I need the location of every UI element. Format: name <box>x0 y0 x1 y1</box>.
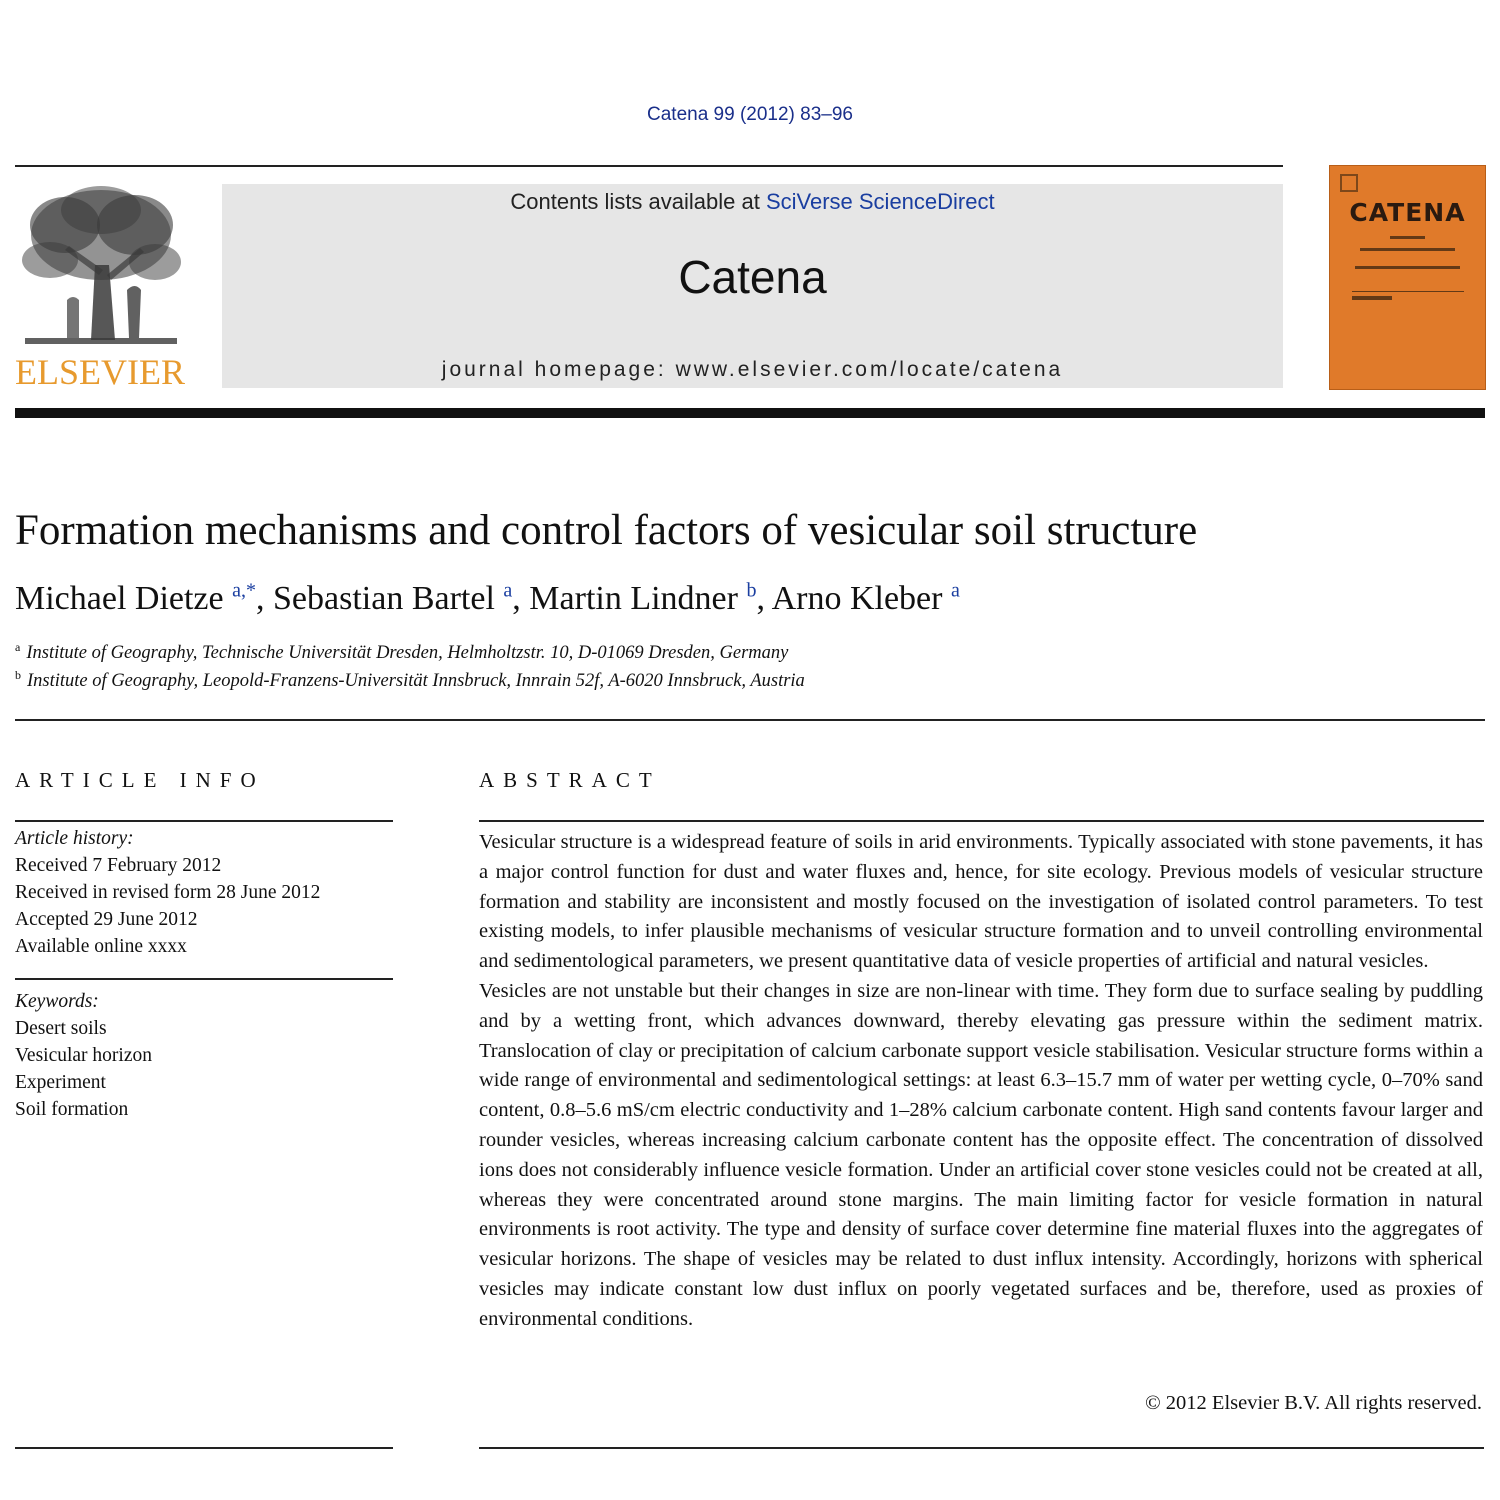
keywords-block <box>15 988 395 1123</box>
keyword-item[interactable]: Soil formation <box>15 1099 129 1120</box>
keyword-item[interactable]: Desert soils <box>15 1018 107 1039</box>
abstract-body <box>479 828 1483 1335</box>
author-affiliation-mark[interactable]: a <box>503 579 513 602</box>
abstract-paragraph: Vesicular structure is a widespread feature of soils in arid environments. Typically associated with stone pavements, it has a major control function for dust and water fluxes and, hence, for site ecology. Previous models of vesicular structure formation and stability are inconsistent and mostly focused on the investigation of isolated control parameters. To test existing models, to infer plausible mechanisms of vesicular structure formation and to unveil controlling environmental and sedimentological parameters, we present quantitative data of vesicle properties of artificial and natural vesicles. <box>479 831 1483 973</box>
article-history <box>15 825 395 960</box>
affiliation-text: Institute of Geography, Technische Universität Dresden, Helmholtzstr. 10, D-01069 Dresden, Germany <box>26 643 789 664</box>
article-info-heading: ARTICLE INFO <box>15 768 265 792</box>
keyword-item[interactable]: Experiment <box>15 1072 106 1093</box>
history-item: Received 7 February 2012 <box>15 855 222 876</box>
contents-prefix: Contents lists available at <box>510 189 766 214</box>
abstract-paragraph: Vesicles are not unstable but their changes in size are non-linear with time. They form due to surface sealing by puddling and by a wetting front, which advances downward, thereby elevating gas pressure within the sediment matrix. Translocation of clay or precipitation of calcium carbonate support vesicle stabilisation. Vesicular structure forms within a wide range of environmental and sedimentological settings: at least 6.3–15.7 mm of water per wetting cycle, 0–70% sand content, 0.8–5.6 mS/cm electric conductivity and 1–28% calcium carbonate content. High sand contents favour larger and rounder vesicles, whereas increasing calcium carbonate content has the opposite effect. The concentration of dissolved ions does not considerably influence vesicle formation. Under an artificial cover stone vesicles could not be created at all, whereas they were concentrated around stone margins. The main limiting factor for vesicle formation in natural environments is root activity. The type and density of surface cover determine fine material fluxes into the aggregates of vesicular horizons. The shape of vesicles may be related to dust influx intensity. Accordingly, horizons with spherical vesicles may indicate constant low dust influx on poorly vegetated surfaces and be, therefore, used as proxies of environmental conditions. <box>479 979 1483 1330</box>
author-affiliation-mark[interactable]: a,* <box>232 579 257 602</box>
article-info-bottom-rule <box>15 1447 393 1449</box>
header-rule <box>15 165 1283 167</box>
keywords-rule <box>15 978 393 980</box>
author-affiliation-mark[interactable]: b <box>746 579 757 602</box>
journal-homepage-link[interactable]: journal homepage: www.elsevier.com/locate/catena <box>441 358 1064 381</box>
journal-name: Catena <box>678 251 827 303</box>
history-item: Received in revised form 28 June 2012 <box>15 882 321 903</box>
header-thick-rule <box>15 408 1485 418</box>
elsevier-wordmark: ELSEVIER <box>15 352 185 392</box>
cover-text-line <box>1352 296 1392 300</box>
author-name[interactable]: Sebastian Bartel <box>273 580 495 617</box>
contents-availability <box>222 189 1283 215</box>
sciencedirect-link[interactable]: SciVerse ScienceDirect <box>765 189 995 214</box>
cover-title: CATENA <box>1349 198 1466 227</box>
history-item: Available online xxxx <box>15 936 187 957</box>
author-name[interactable]: Martin Lindner <box>529 580 738 617</box>
affiliation-b <box>15 668 805 692</box>
history-item: Accepted 29 June 2012 <box>15 909 198 930</box>
journal-banner <box>222 184 1283 388</box>
author-list: Michael Dietze $^{a,*}$, Sebastian Bartel $^a$, Martin Lindner $^b$, Arno Kleber $^a$ <box>15 579 960 617</box>
author-name[interactable]: Arno Kleber <box>771 580 943 617</box>
author-affiliation-mark[interactable]: a <box>950 579 960 602</box>
affiliation-text: Institute of Geography, Leopold-Franzens-Universität Innsbruck, Innrain 52f, A-6020 Innsbruck, Austria <box>27 671 805 692</box>
keywords-label: Keywords: <box>15 991 99 1012</box>
elsevier-tree-icon <box>15 180 187 350</box>
article-title: Formation mechanisms and control factors of vesicular soil structure <box>15 507 1198 554</box>
cover-text-line <box>1390 236 1425 239</box>
affiliation-a <box>15 640 788 664</box>
section-divider <box>15 719 1485 721</box>
author-name[interactable]: Michael Dietze <box>15 580 224 617</box>
article-history-label: Article history: <box>15 828 134 849</box>
cover-text-line <box>1352 291 1464 292</box>
affiliation-mark: a <box>15 640 21 654</box>
journal-citation[interactable]: Catena 99 (2012) 83–96 <box>647 104 853 125</box>
journal-cover-thumbnail[interactable] <box>1329 165 1486 390</box>
abstract-rule <box>479 820 1484 822</box>
abstract-bottom-rule <box>479 1447 1484 1449</box>
abstract-heading: ABSTRACT <box>479 768 661 792</box>
cover-logo-icon <box>1340 174 1358 192</box>
article-info-rule <box>15 820 393 822</box>
cover-text-line <box>1360 248 1455 251</box>
cover-text-line <box>1355 266 1460 269</box>
copyright-notice: © 2012 Elsevier B.V. All rights reserved. <box>1145 1392 1482 1414</box>
affiliation-mark: b <box>15 668 21 682</box>
keyword-item[interactable]: Vesicular horizon <box>15 1045 152 1066</box>
elsevier-logo[interactable] <box>15 180 187 392</box>
